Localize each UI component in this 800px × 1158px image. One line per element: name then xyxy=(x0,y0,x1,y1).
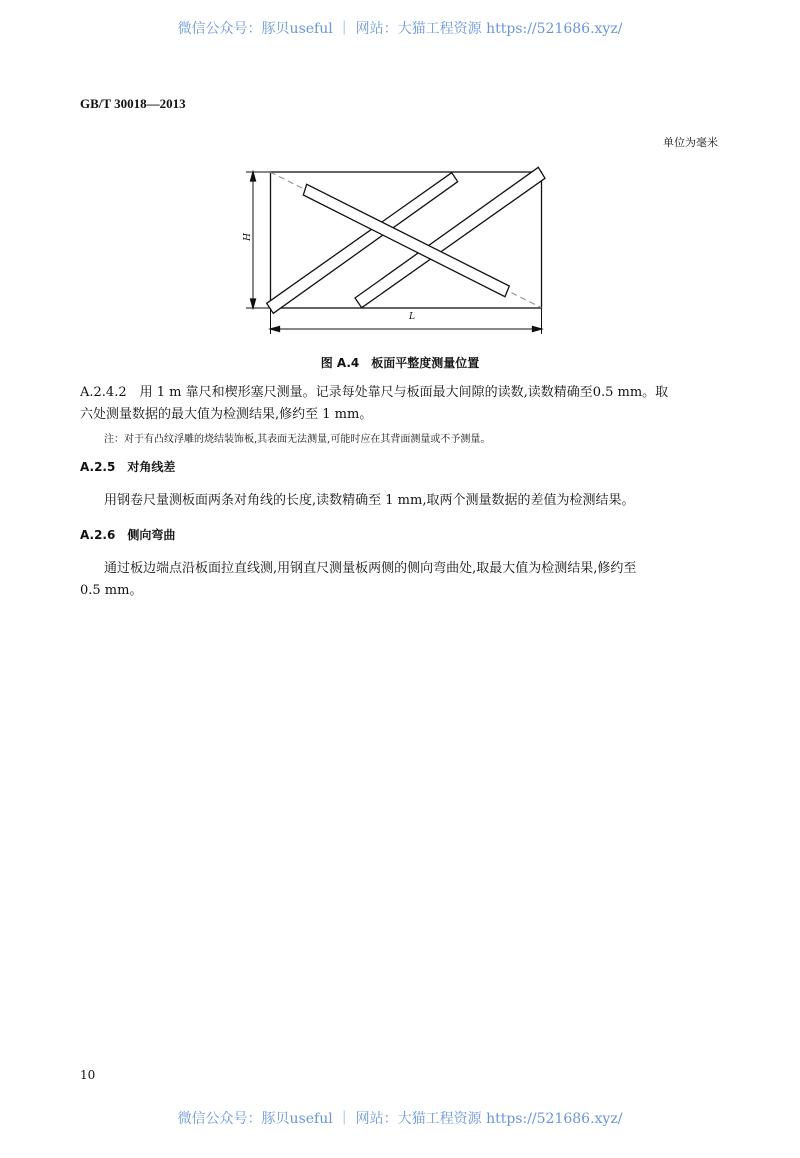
height-label: H xyxy=(242,233,253,241)
a26-line2: 0.5 mm。 xyxy=(80,583,143,598)
unit-label: 单位为毫米 xyxy=(663,136,718,149)
a25-line1: 用钢卷尺量测板面两条对角线的长度,读数精确至 1 mm,取两个测量数据的差值为检测结果。 xyxy=(104,493,635,508)
a26-line1: 通过板边端点沿板面拉直线测,用钢直尺测量板两侧的侧向弯曲处,取最大值为检测结果,修约至 xyxy=(104,561,637,576)
watermark-bottom: 微信公众号：豚贝useful ｜ 网站：大猫工程资源 https://521686.xyz/ xyxy=(177,1111,623,1127)
a25-heading: A.2.5 对角线差 xyxy=(80,460,176,474)
figure-a4-diagram xyxy=(0,0,800,360)
page-number: 10 xyxy=(80,1068,96,1082)
length-label: L xyxy=(409,312,415,322)
a242-note: 注：对于有凸纹浮雕的烧结装饰板,其表面无法测量,可能时应在其背面测量或不予测量。 xyxy=(104,434,491,445)
a242-line2: 六处测量数据的最大值为检测结果,修约至 1 mm。 xyxy=(80,407,373,422)
a26-heading: A.2.6 侧向弯曲 xyxy=(80,528,176,542)
ruler-strip-2 xyxy=(355,167,545,307)
figure-caption: 图 A.4 板面平整度测量位置 xyxy=(320,356,480,370)
a242-line1: A.2.4.2 用 1 m 靠尺和楔形塞尺测量。记录每处靠尺与板面最大间隙的读数,读数精确至0.5 mm。取 xyxy=(80,385,669,400)
ruler-strip-3 xyxy=(303,184,509,296)
standard-number: GB/T 30018—2013 xyxy=(80,96,186,111)
watermark-top: 微信公众号：豚贝useful ｜ 网站：大猫工程资源 https://521686.xyz/ xyxy=(177,21,623,37)
